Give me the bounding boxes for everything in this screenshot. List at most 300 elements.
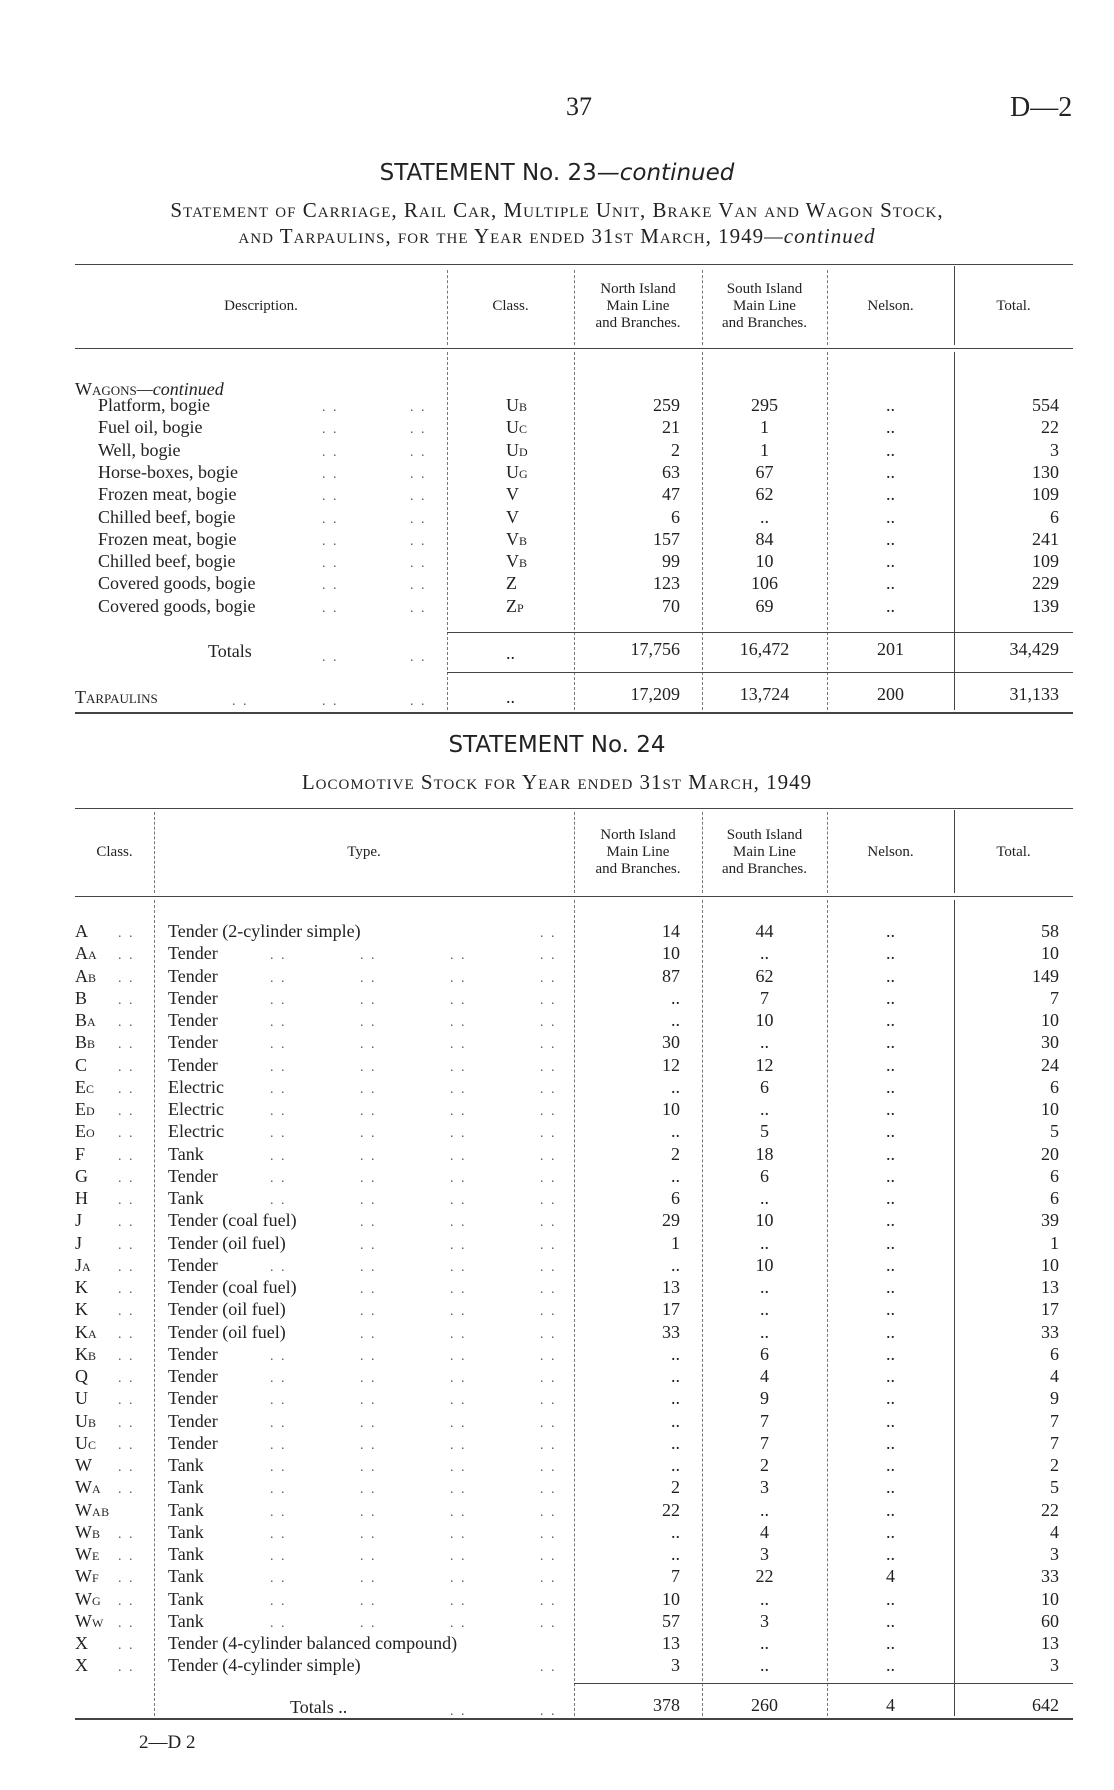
row-class: X — [75, 1633, 88, 1653]
row-type: Tender — [168, 1366, 218, 1386]
dot-leader — [270, 1165, 287, 1190]
dot-leader — [360, 1387, 377, 1412]
row-class: UD — [506, 439, 529, 460]
dot-leader — [118, 1298, 135, 1323]
dot-leader — [450, 1209, 467, 1234]
row-south: .. — [760, 1188, 769, 1208]
row-nelson: .. — [886, 965, 895, 986]
dot-leader — [360, 1120, 377, 1145]
row-class: WAB — [75, 1499, 110, 1520]
row-nelson: .. — [886, 1232, 895, 1253]
dot-leader — [270, 1254, 287, 1279]
dot-leader — [118, 965, 135, 990]
dot-leader — [450, 1432, 467, 1457]
row-south: 1 — [760, 417, 769, 438]
row-type: Tank — [168, 1499, 204, 1520]
row-south: .. — [760, 1633, 769, 1653]
row-class: W — [75, 1455, 92, 1475]
dot-leader — [360, 1165, 377, 1190]
dot-leader — [270, 1476, 287, 1501]
row-north: 13 — [662, 1633, 680, 1653]
dot-leader — [360, 1454, 377, 1479]
row-total: 241 — [1032, 528, 1059, 549]
dot-leader — [450, 1321, 467, 1346]
row-type: Tank — [168, 1610, 204, 1631]
row-south: .. — [760, 1232, 769, 1253]
row-nelson: .. — [886, 1455, 895, 1475]
row-total: 130 — [1032, 461, 1059, 482]
dot-leader — [360, 965, 377, 990]
dot-leader — [322, 528, 339, 553]
row-south: 84 — [755, 528, 774, 549]
dot-leader — [322, 644, 339, 669]
dot-leader — [270, 1610, 287, 1635]
row-class: U — [75, 1388, 88, 1409]
dot-leader — [360, 1232, 377, 1257]
row-nelson: .. — [886, 528, 895, 549]
totals-south: 260 — [751, 1695, 778, 1715]
dot-leader — [540, 1209, 557, 1234]
row-south: 62 — [755, 965, 774, 986]
row-north: 6 — [671, 506, 680, 527]
dot-leader — [540, 1543, 557, 1568]
row-description: Fuel oil, bogie — [98, 417, 203, 438]
dot-leader — [360, 1432, 377, 1457]
row-south: 1 — [760, 439, 769, 460]
dot-leader — [360, 1588, 377, 1613]
dot-leader — [118, 1610, 135, 1635]
row-total: 10 — [1041, 1099, 1059, 1119]
row-total: 39 — [1041, 1210, 1059, 1231]
row-class: WA — [75, 1477, 102, 1498]
dot-leader — [118, 1321, 135, 1346]
row-nelson: .. — [886, 484, 895, 505]
dot-leader — [360, 1343, 377, 1368]
header-total: Total. — [996, 297, 1031, 314]
dot-leader — [540, 1076, 557, 1101]
dot-leader — [118, 1521, 135, 1546]
dot-leader — [270, 1365, 287, 1390]
dot-leader — [540, 1454, 557, 1479]
row-nelson: .. — [886, 1432, 895, 1453]
row-south: 6 — [760, 1076, 769, 1097]
dot-leader — [450, 965, 467, 990]
row-nelson: .. — [886, 573, 895, 594]
row-total: 6 — [1050, 506, 1059, 527]
row-north: 33 — [662, 1321, 680, 1342]
row-north: .. — [671, 1254, 680, 1275]
dot-leader — [360, 1143, 377, 1168]
row-total: 109 — [1032, 551, 1059, 572]
row-type: Tank — [168, 1477, 204, 1498]
dot-leader — [540, 1499, 557, 1524]
dot-leader — [118, 1165, 135, 1190]
column-divider — [574, 812, 575, 893]
row-total: 3 — [1050, 1655, 1059, 1676]
row-nelson: .. — [886, 1521, 895, 1542]
row-class: A — [75, 921, 88, 941]
row-total: 33 — [1041, 1566, 1059, 1587]
row-north: 1 — [671, 1232, 680, 1253]
dot-leader — [270, 1499, 287, 1524]
dot-leader — [540, 1187, 557, 1212]
dot-leader — [450, 1120, 467, 1145]
dot-leader — [118, 942, 135, 967]
header-north-island: North Island Main Line and Branches. — [595, 280, 681, 331]
row-north: 10 — [662, 943, 680, 964]
dot-leader — [118, 1254, 135, 1279]
row-nelson: .. — [886, 439, 895, 460]
dot-leader — [540, 1276, 557, 1301]
dot-leader — [118, 1543, 135, 1568]
dot-leader — [322, 506, 339, 531]
dot-leader — [322, 595, 339, 620]
row-class: AB — [75, 965, 97, 986]
row-class: UB — [506, 395, 528, 415]
row-total: 22 — [1041, 1499, 1059, 1520]
row-class: AA — [75, 943, 98, 964]
row-nelson: .. — [886, 921, 895, 941]
row-south: 7 — [760, 1410, 769, 1431]
row-type: Tank — [168, 1188, 204, 1208]
row-south: .. — [760, 1032, 769, 1053]
dot-leader — [270, 1031, 287, 1056]
dot-leader — [540, 1165, 557, 1190]
row-south: .. — [760, 943, 769, 964]
row-total: 139 — [1032, 595, 1059, 616]
dot-leader — [540, 1432, 557, 1457]
row-south: 12 — [755, 1054, 774, 1075]
row-north: .. — [671, 1076, 680, 1097]
row-total: 10 — [1041, 1588, 1059, 1609]
dot-leader — [540, 1588, 557, 1613]
rule — [447, 672, 1073, 673]
dot-leader — [118, 1031, 135, 1056]
row-north: 70 — [662, 595, 680, 616]
row-total: 3 — [1050, 439, 1059, 460]
row-type: Tank — [168, 1521, 204, 1542]
dot-leader — [118, 1476, 135, 1501]
row-nelson: .. — [886, 1121, 895, 1142]
row-type: Tender — [168, 1254, 218, 1275]
dot-leader — [360, 1298, 377, 1323]
dot-leader — [410, 394, 427, 419]
row-type: Electric — [168, 1121, 224, 1142]
row-nelson: .. — [886, 1254, 895, 1275]
row-type: Tender — [168, 987, 218, 1008]
dot-leader — [118, 1098, 135, 1123]
dot-leader — [450, 1232, 467, 1257]
dot-leader — [118, 1232, 135, 1257]
header-total: Total. — [996, 843, 1031, 860]
tarpaulins-south: 13,724 — [739, 684, 790, 704]
row-class: ZP — [506, 595, 525, 616]
statement-24-title: STATEMENT No. 24 — [448, 732, 666, 758]
row-class: K — [75, 1299, 88, 1320]
row-class: UG — [506, 461, 529, 482]
tarpaulins-north: 17,209 — [630, 684, 680, 704]
row-nelson: .. — [886, 1143, 895, 1164]
dot-leader — [450, 1387, 467, 1412]
row-class: VB — [506, 551, 528, 572]
header-north-island: North Island Main Line and Branches. — [595, 826, 681, 877]
dot-leader — [270, 1343, 287, 1368]
row-type: Tender (2-cylinder simple) — [168, 921, 361, 941]
row-type: Tender — [168, 1054, 218, 1075]
row-class: WF — [75, 1566, 100, 1587]
row-class: Z — [506, 573, 517, 594]
rule — [75, 1718, 1073, 1720]
dot-leader — [410, 644, 427, 669]
dot-leader — [540, 1143, 557, 1168]
row-nelson: .. — [886, 1188, 895, 1208]
dot-leader — [118, 920, 135, 945]
tarpaulins-total: 31,133 — [1009, 684, 1059, 704]
row-north: 14 — [662, 921, 680, 941]
dot-leader — [450, 942, 467, 967]
row-description: Frozen meat, bogie — [98, 484, 237, 505]
row-description: Covered goods, bogie — [98, 595, 256, 616]
dot-leader — [450, 987, 467, 1012]
dot-leader — [540, 1120, 557, 1145]
row-type: Tender — [168, 1410, 218, 1431]
dot-leader — [410, 439, 427, 464]
row-south: .. — [760, 1499, 769, 1520]
dot-leader — [410, 688, 427, 713]
dot-leader — [360, 1009, 377, 1034]
rule — [574, 1683, 1073, 1684]
row-type: Tender (4-cylinder simple) — [168, 1655, 361, 1676]
row-nelson: 4 — [886, 1566, 895, 1587]
row-type: Tender — [168, 965, 218, 986]
dot-leader — [322, 394, 339, 419]
row-class: UC — [75, 1432, 97, 1453]
row-total: 2 — [1050, 1455, 1059, 1475]
totals-label: Totals — [208, 641, 252, 661]
dot-leader — [540, 1054, 557, 1079]
row-north: 30 — [662, 1032, 680, 1053]
row-north: .. — [671, 1165, 680, 1186]
row-class: J — [75, 1232, 83, 1253]
dot-leader — [360, 1410, 377, 1435]
rule — [75, 348, 1073, 349]
dot-leader — [360, 1543, 377, 1568]
row-total: 6 — [1050, 1188, 1059, 1208]
dot-leader — [450, 1476, 467, 1501]
row-south: 4 — [760, 1366, 769, 1386]
row-north: 47 — [662, 484, 680, 505]
row-nelson: .. — [886, 1321, 895, 1342]
totals-north: 17,756 — [630, 639, 680, 659]
dot-leader — [360, 1031, 377, 1056]
dot-leader — [360, 1610, 377, 1635]
dot-leader — [360, 1521, 377, 1546]
rule — [75, 896, 1073, 897]
row-total: 7 — [1050, 987, 1059, 1008]
row-south: 22 — [755, 1566, 774, 1587]
dot-leader — [270, 1054, 287, 1079]
row-north: .. — [671, 1410, 680, 1431]
dot-leader — [270, 1543, 287, 1568]
dot-leader — [118, 1365, 135, 1390]
dot-leader — [270, 1410, 287, 1435]
row-north: 17 — [662, 1299, 680, 1320]
dot-leader — [540, 1654, 557, 1679]
row-nelson: .. — [886, 1544, 895, 1564]
row-nelson: .. — [886, 1388, 895, 1409]
row-north: 29 — [662, 1210, 680, 1231]
row-total: 13 — [1041, 1633, 1059, 1653]
row-south: 67 — [755, 461, 774, 482]
dot-leader — [360, 1499, 377, 1524]
row-north: 99 — [662, 551, 680, 572]
dot-leader — [540, 1365, 557, 1390]
row-type: Tender (oil fuel) — [168, 1321, 286, 1342]
dot-leader — [360, 1098, 377, 1123]
totals-nelson: 4 — [886, 1695, 895, 1715]
row-total: 9 — [1050, 1388, 1059, 1409]
dot-leader — [450, 1410, 467, 1435]
row-south: 3 — [760, 1610, 769, 1631]
row-south: 10 — [755, 551, 774, 572]
dot-leader — [540, 1343, 557, 1368]
column-divider — [154, 812, 155, 893]
dot-leader — [410, 528, 427, 553]
row-north: 2 — [671, 439, 680, 460]
dot-leader — [540, 1321, 557, 1346]
row-nelson: .. — [886, 987, 895, 1008]
row-north: 10 — [662, 1099, 680, 1119]
column-divider — [954, 810, 955, 893]
row-type: Tender (oil fuel) — [168, 1299, 286, 1320]
row-class: WE — [75, 1544, 100, 1564]
row-nelson: .. — [886, 943, 895, 964]
statement-23-subtitle-1: Statement of Carriage, Rail Car, Multiple Unit, Brake Van and Wagon Stock, — [170, 198, 944, 222]
row-south: .. — [760, 506, 769, 527]
dot-leader — [450, 1276, 467, 1301]
row-type: Tender — [168, 1388, 218, 1409]
column-divider — [827, 812, 828, 893]
row-type: Tender — [168, 1010, 218, 1030]
row-north: .. — [671, 1366, 680, 1386]
header-nelson: Nelson. — [867, 843, 914, 860]
dot-leader — [118, 1076, 135, 1101]
row-north: 57 — [662, 1610, 680, 1631]
row-south: 10 — [755, 1254, 774, 1275]
dot-leader — [360, 1276, 377, 1301]
row-nelson: .. — [886, 1299, 895, 1320]
tarpaulins-label: Tarpaulins — [75, 687, 158, 707]
row-total: 149 — [1032, 965, 1059, 986]
dot-leader — [450, 1298, 467, 1323]
dot-leader — [270, 1565, 287, 1590]
page-reference: D—2 — [1010, 92, 1073, 123]
dot-leader — [360, 1365, 377, 1390]
dot-leader — [410, 416, 427, 441]
page-footer: 2—D 2 — [139, 1732, 196, 1753]
row-class: JA — [75, 1254, 92, 1275]
column-divider — [447, 270, 448, 345]
header-south-island: South Island Main Line and Branches. — [722, 280, 807, 331]
row-total: 7 — [1050, 1432, 1059, 1453]
row-class: F — [75, 1143, 86, 1164]
dot-leader — [540, 1610, 557, 1635]
dot-leader — [232, 688, 249, 713]
column-divider — [954, 266, 955, 345]
row-south: .. — [760, 1655, 769, 1676]
row-nelson: .. — [886, 1410, 895, 1431]
row-south: 62 — [755, 484, 774, 505]
row-class: BA — [75, 1010, 97, 1030]
row-north: 13 — [662, 1277, 680, 1297]
row-nelson: .. — [886, 1210, 895, 1231]
row-north: .. — [671, 1544, 680, 1564]
totals-north: 378 — [653, 1695, 680, 1715]
dot-leader — [270, 1143, 287, 1168]
dot-leader — [410, 550, 427, 575]
row-south: .. — [760, 1588, 769, 1609]
row-total: 60 — [1041, 1610, 1059, 1631]
dot-leader — [360, 1187, 377, 1212]
row-total: 5 — [1050, 1121, 1059, 1142]
dot-leader — [118, 1054, 135, 1079]
row-class: B — [75, 987, 88, 1008]
dot-leader — [540, 1254, 557, 1279]
row-type: Tender — [168, 1432, 218, 1453]
dot-leader — [118, 1654, 135, 1679]
row-south: 44 — [755, 921, 774, 941]
row-class: V — [506, 484, 519, 505]
row-nelson: .. — [886, 1076, 895, 1097]
dot-leader — [410, 572, 427, 597]
row-class: UC — [506, 417, 528, 438]
dot-leader — [118, 1632, 135, 1657]
row-nelson: .. — [886, 1499, 895, 1520]
row-north: 2 — [671, 1477, 680, 1498]
row-description: Well, bogie — [98, 439, 181, 460]
row-south: 10 — [755, 1010, 774, 1030]
row-nelson: .. — [886, 1054, 895, 1075]
row-total: 7 — [1050, 1410, 1059, 1431]
header-description: Description. — [224, 297, 298, 314]
header-south-island: South Island Main Line and Branches. — [722, 826, 807, 877]
dot-leader — [118, 1454, 135, 1479]
dot-leader — [270, 1009, 287, 1034]
dot-leader — [540, 1476, 557, 1501]
dot-leader — [322, 461, 339, 486]
column-divider — [154, 900, 155, 1716]
row-nelson: .. — [886, 1366, 895, 1386]
row-south: 18 — [755, 1143, 774, 1164]
row-description: Platform, bogie — [98, 395, 210, 415]
dot-leader — [118, 1410, 135, 1435]
dot-leader — [540, 1387, 557, 1412]
row-class: WB — [75, 1521, 101, 1542]
row-north: 12 — [662, 1054, 680, 1075]
row-type: Tender — [168, 1343, 218, 1364]
dot-leader — [540, 942, 557, 967]
dot-leader — [450, 1009, 467, 1034]
dot-leader — [540, 1521, 557, 1546]
dot-leader — [450, 1098, 467, 1123]
row-class: Q — [75, 1366, 88, 1386]
row-nelson: .. — [886, 1633, 895, 1653]
row-nelson: .. — [886, 1010, 895, 1030]
rule — [75, 712, 1073, 714]
row-class: C — [75, 1054, 88, 1075]
row-north: 2 — [671, 1143, 680, 1164]
dot-leader — [410, 506, 427, 531]
